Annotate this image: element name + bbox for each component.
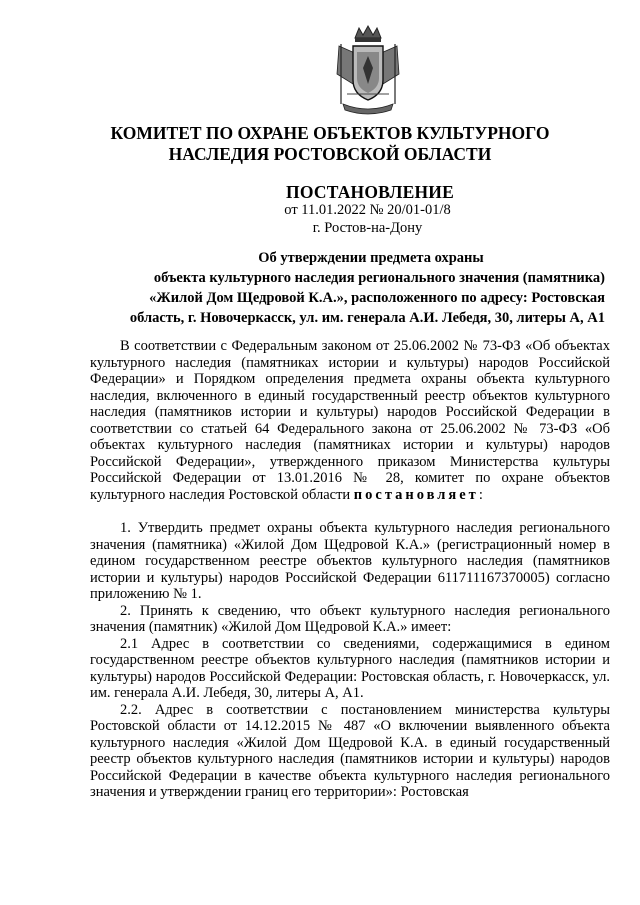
item-2-1-paragraph: 2.1 Адрес в соответствии со сведениями, содержащимися в едином государственном реестре объектов культурного наследия (памятников истории и культуры) народов Российской Федерации: Ростовская область, г. Новочеркасск, ул. им. генерала А.И. Лебедя, 30, литеры А, А1.: [90, 635, 610, 701]
resolves-word: постановляет: [353, 486, 479, 503]
title-line-2: объекта культурного наследия регионального значения (памятника): [153, 270, 605, 286]
coat-of-arms-icon: [333, 24, 403, 118]
organization-name-line-1: КОМИТЕТ ПО ОХРАНЕ ОБЪЕКТОВ КУЛЬТУРНОГО: [110, 123, 550, 143]
organization-name-line-2: НАСЛЕДИЯ РОСТОВСКОЙ ОБЛАСТИ: [168, 144, 492, 164]
document-date-number: от 11.01.2022 № 20/01-01/8: [284, 202, 451, 218]
item-1-paragraph: 1. Утвердить предмет охраны объекта культурного наследия регионального значения (памятника) «Жилой Дом Щедровой К.А.» (регистрационный номер в едином государственном реестре объектов культурного наследия (памятников истории и культуры) народов Российской Федерации 611711167370005) согласно приложению № 1.: [90, 520, 610, 602]
document-title: [97, 248, 605, 328]
title-line-1: Об утверждении предмета охраны: [258, 250, 484, 266]
document-city: г. Ростов-на-Дону: [312, 220, 423, 236]
resolves-colon: :: [478, 486, 483, 503]
title-line-3: «Жилой Дом Щедровой К.А.», расположенного по адресу: Ростовская: [149, 290, 605, 306]
preamble-text: В соответствии с Федеральным законом от 25.06.2002 № 73-ФЗ «Об объектах культурного наследия (памятниках истории и культуры) народов Российской Федерации» и Порядком определения предмета охраны объекта культурного наследия, включенного в единый государственный реестр объектов культурного наследия (памятников истории и культуры) народов Российской Федерации в соответствии со статьей 64 Федерального закона от 25.06.2002 № 73-ФЗ «Об объектах культурного наследия (памятниках истории и культуры) народов Российской Федерации», утвержденного приказом Министерства культуры Российской Федерации от 13.01.2016 № 28, комитет по охране объектов культурного наследия Ростовской области: [90, 338, 610, 503]
preamble-paragraph: [90, 338, 610, 503]
organization-name: [20, 123, 640, 165]
item-2-2-paragraph: 2.2. Адрес в соответствии с постановлением министерства культуры Ростовской области от 14.12.2015 № 487 «О включении выявленного объекта культурного наследия «Жилой Дом Щедровой К.А. в единый государственный реестр объектов культурного наследия (памятников истории и культуры) народов Российской Федерации в качестве объекта культурного наследия регионального значения и утверждении границ его территории»: Ростовская: [90, 701, 610, 800]
item-2-paragraph: 2. Принять к сведению, что объект культурного наследия регионального значения (памятник) «Жилой Дом Щедровой К.А.» имеет:: [90, 602, 610, 635]
title-line-4: область, г. Новочеркасск, ул. им. генерала А.И. Лебедя, 30, литеры А, А1: [129, 310, 605, 326]
document-body: [90, 338, 610, 801]
document-type: ПОСТАНОВЛЕНИЕ: [286, 182, 454, 202]
